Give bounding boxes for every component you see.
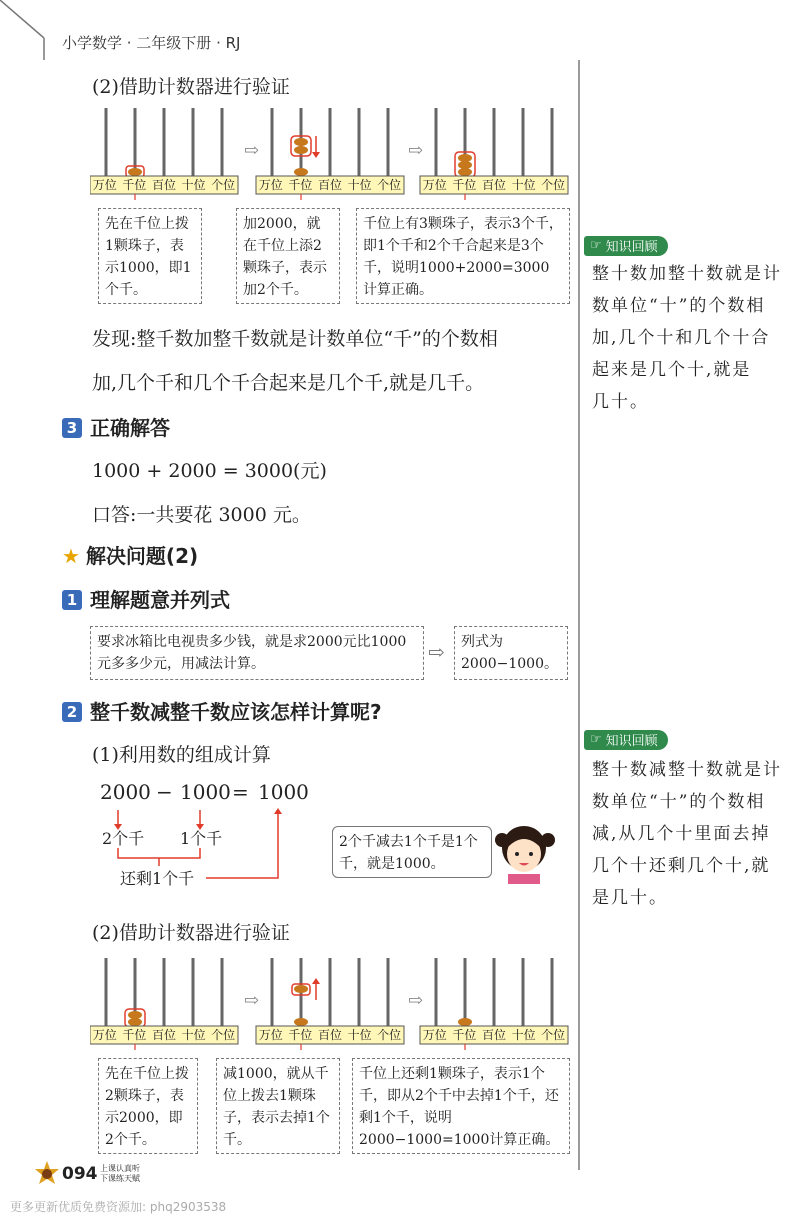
p2-step1-badge: 1 bbox=[62, 590, 82, 610]
p2-sub2: (2)借助计数器进行验证 bbox=[92, 922, 290, 944]
eq-equals: = bbox=[232, 780, 249, 804]
review-tag-1: ☞ 知识回顾 bbox=[584, 234, 668, 256]
eq-minus: − bbox=[156, 780, 173, 804]
explain-box-1: 先在千位上拨1颗珠子，表示1000，即1个千。 bbox=[98, 208, 202, 304]
explain-box-4: 先在千位上拨2颗珠子，表示2000，即2个千。 bbox=[98, 1058, 198, 1154]
star-icon: ★ bbox=[62, 544, 80, 568]
p2-step1-box-left: 要求冰箱比电视贵多少钱，就是求2000元比1000元多多少元，用减法计算。 bbox=[90, 626, 424, 680]
part-a: 2个千 bbox=[102, 829, 145, 848]
girl-avatar bbox=[494, 818, 556, 884]
remain-text: 还剩1个千 bbox=[120, 869, 195, 888]
review-tag-2: ☞ 知识回顾 bbox=[584, 728, 668, 750]
p2-step1-title: 理解题意并列式 bbox=[90, 588, 230, 612]
step3-answer: 口答:一共要花 3000 元。 bbox=[92, 504, 311, 526]
footer-slogan: 上课认真听 下课练天赋 bbox=[100, 1164, 140, 1183]
eq-c: 1000 bbox=[258, 780, 309, 804]
step3-heading bbox=[62, 412, 170, 441]
corner-decoration bbox=[0, 0, 60, 60]
abacus-labels-c: 万位 千位 百位 十位 个位 bbox=[422, 178, 566, 192]
p2-step1-heading bbox=[62, 584, 230, 613]
p2-step1-box-right: 列式为2000−1000。 bbox=[454, 626, 568, 680]
abacus-labels-a: 万位 千位 百位 十位 个位 bbox=[92, 178, 236, 192]
abacus-row-1 bbox=[90, 108, 570, 200]
problem2-heading bbox=[62, 540, 198, 569]
part-b: 1个千 bbox=[180, 829, 223, 848]
speech-bubble: 2个千减去1个千是1个千，就是1000。 bbox=[332, 826, 492, 878]
review-text-2: 整十数减整十数就是计 数单位“十”的个数相 减,从几个十里面去掉 几个十还剩几个十,就 是几十。 bbox=[592, 760, 782, 908]
abacus-labels-e: 万位 千位 百位 十位 个位 bbox=[258, 1028, 402, 1042]
watermark: 更多更新优质免费资源加: phq2903538 bbox=[10, 1200, 227, 1214]
svg-text:⇨: ⇨ bbox=[408, 140, 424, 161]
explain-box-5: 减1000，就从千位上拨去1颗珠子，表示去掉1个千。 bbox=[216, 1058, 340, 1154]
p2-step2-badge: 2 bbox=[62, 702, 82, 722]
margin-divider bbox=[578, 60, 580, 1170]
explain-box-2: 加2000，就在千位上添2颗珠子，表示加2个千。 bbox=[236, 208, 340, 304]
finding-line-1: 发现:整千数加整千数就是计数单位“千”的个数相 bbox=[92, 328, 498, 350]
mascot-icon bbox=[34, 1160, 60, 1186]
composition-equation bbox=[100, 780, 320, 804]
subheading-verify-1: (2)借助计数器进行验证 bbox=[92, 76, 290, 98]
explain-box-6: 千位上还剩1颗珠子，表示1个千，即从2个千中去掉1个千，还剩1个千，说明2000−1000=1000计算正确。 bbox=[352, 1058, 570, 1154]
step3-equation: 1000 + 2000 = 3000(元) bbox=[92, 460, 327, 482]
pointing-hand-icon: ☞ bbox=[590, 732, 602, 747]
p2-step2-heading bbox=[62, 696, 382, 725]
svg-text:⇨: ⇨ bbox=[244, 140, 260, 161]
page-number: 094 bbox=[62, 1164, 98, 1184]
arrow-right-icon: ⇨ bbox=[428, 640, 445, 664]
review-text-1: 整十数加整十数就是计 数单位“十”的个数相 加,几个十和几个十合 起来是几个十,就是 几十。 bbox=[592, 264, 782, 412]
abacus-labels-b: 万位 千位 百位 十位 个位 bbox=[258, 178, 402, 192]
problem2-title: 解决问题(2) bbox=[85, 544, 199, 568]
finding-line-2: 加,几个千和几个千合起来是几个千,就是几千。 bbox=[92, 372, 485, 394]
step3-title: 正确解答 bbox=[90, 416, 170, 440]
svg-text:⇨: ⇨ bbox=[408, 990, 424, 1011]
step3-badge: 3 bbox=[62, 418, 82, 438]
explain-box-3: 千位上有3颗珠子，表示3个千，即1个千和2个千合起来是3个千，说明1000+2000=3000计算正确。 bbox=[356, 208, 570, 304]
p2-step2-title: 整千数减整千数应该怎样计算呢? bbox=[90, 700, 382, 724]
abacus-labels-d: 万位 千位 百位 十位 个位 bbox=[92, 1028, 236, 1042]
abacus-labels-f: 万位 千位 百位 十位 个位 bbox=[422, 1028, 566, 1042]
eq-b: 1000 bbox=[180, 780, 231, 804]
abacus-row-2 bbox=[90, 958, 570, 1050]
svg-text:⇨: ⇨ bbox=[244, 990, 260, 1011]
eq-a: 2000 bbox=[100, 780, 151, 804]
p2-sub1: (1)利用数的组成计算 bbox=[92, 744, 271, 766]
book-header: 小学数学 · 二年级下册 · RJ bbox=[62, 34, 241, 52]
pointing-hand-icon: ☞ bbox=[590, 238, 602, 253]
